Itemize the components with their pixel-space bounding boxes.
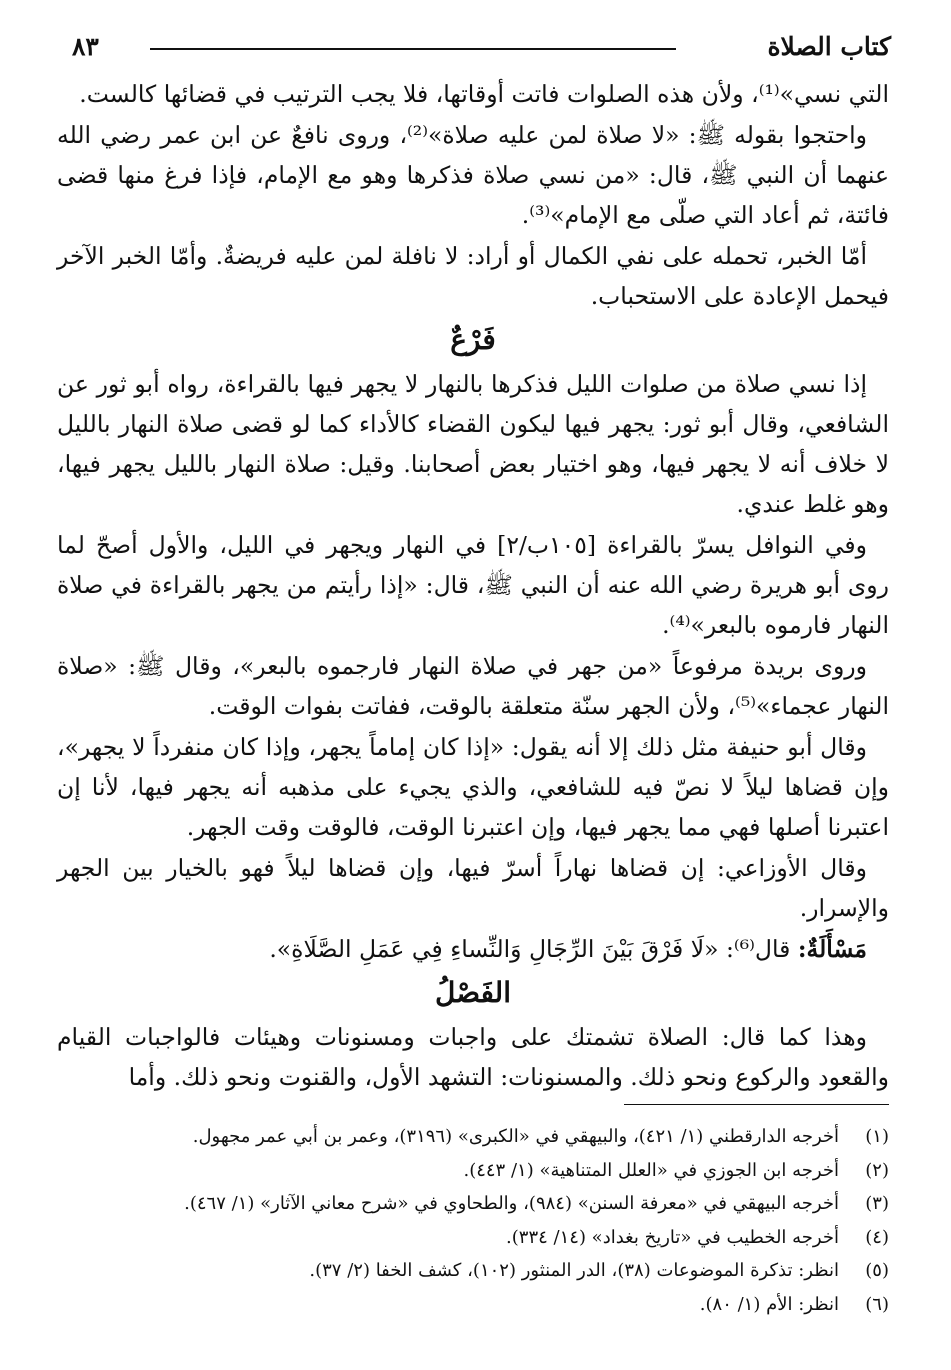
- paragraph: وقال الأوزاعي: إن قضاها نهاراً أسرّ فيها، وإن قضاها ليلاً فهو بالخيار بين الجهر والإسرار.: [57, 854, 889, 922]
- section-heading-fasl: الفَصْلُ: [435, 976, 511, 1009]
- paragraph: التي نسي»⁽¹⁾، ولأن هذه الصلوات فاتت أوقاتها، فلا يجب الترتيب في قضائها كالست.: [79, 80, 889, 108]
- footnote: [57, 1154, 889, 1188]
- header-rule: [150, 48, 676, 50]
- paragraph: إذا نسي صلاة من صلوات الليل فذكرها بالنهار لا يجهر فيها بالقراءة، رواه أبو ثور عن الشافعي، وقال أبو ثور: يجهر فيها ليكون القضاء كالأداء كما لو قضى صلاة النهار بالليل لا خلاف أنه لا يجهر فيها، وهو اختيار بعض أصحابنا. وقيل: صلاة النهار بالليل يجهر فيها، وهو غلط عندي.: [57, 370, 889, 518]
- section-heading-far: فَرْعٌ: [450, 323, 496, 356]
- footnote-number: (٦): [865, 1293, 889, 1315]
- footnote-number: (٣): [865, 1193, 889, 1214]
- footnote: [57, 1221, 889, 1255]
- footnote: [57, 1288, 889, 1322]
- footnote-text: انظر: الأم (١/ ٨٠).: [699, 1293, 839, 1315]
- paragraph: وروى بريدة مرفوعاً «من جهر في صلاة النهار فارجموه بالبعر»، وقال ﷺ: «صلاة النهار عجماء»⁽⁵⁾، ولأن الجهر سنّة متعلقة بالوقت، ففاتت بفوات الوقت.: [57, 652, 889, 720]
- footnote-number: (٥): [865, 1260, 889, 1281]
- footnote-text: أخرجه البيهقي في «معرفة السنن» (٩٨٤)، والطحاوي في «شرح معاني الآثار» (١/ ٤٦٧).: [184, 1193, 839, 1214]
- page-number: ٨٣: [72, 32, 99, 61]
- book-title: كتاب الصلاة: [767, 32, 891, 61]
- paragraph: وفي النوافل يسرّ بالقراءة [١٠٥ب/٢] في النهار ويجهر في الليل، والأول أصحّ لما روى أبو هريرة رضي الله عنه أن النبي ﷺ، قال: «إذا رأيتم من يجهر بالقراءة في صلاة النهار فارموه بالبعر»⁽⁴⁾.: [57, 531, 889, 639]
- paragraph: واحتجوا بقوله ﷺ: «لا صلاة لمن عليه صلاة»⁽²⁾، وروى نافعٌ عن ابن عمر رضي الله عنهما أن النبي ﷺ، قال: «من نسي صلاة فذكرها وهو مع الإمام، فإذا فرغ منها قضى فائتة، ثم أعاد التي صلّى مع الإمام»⁽³⁾.: [57, 121, 889, 229]
- footnotes: [57, 1120, 889, 1321]
- paragraph: أمّا الخبر، تحمله على نفي الكمال أو أراد: لا نافلة لمن عليه فريضةٌ. وأمّا الخبر الآخر فيحمل الإعادة على الاستحباب.: [57, 242, 889, 310]
- footnote-rule: [624, 1104, 889, 1105]
- footnote: [57, 1120, 889, 1154]
- footnote-number: (٢): [865, 1159, 889, 1181]
- footnote-text: أخرجه الدارقطني (١/ ٤٢١)، والبيهقي في «الكبرى» (٣١٩٦)، وعمر بن أبي عمر مجهول.: [192, 1126, 839, 1147]
- main-text: [57, 74, 889, 1098]
- footnote: [57, 1187, 889, 1221]
- paragraph: وهذا كما قال: الصلاة تشمتك على واجبات ومسنونات وهيئات فالواجبات القيام والقعود والركوع ونحو ذلك. والمسنونات: التشهد الأول، والقنوت ونحو ذلك. وأما: [57, 1023, 889, 1091]
- footnote-text: أخرجه ابن الجوزي في «العلل المتناهية» (١/ ٤٤٣).: [463, 1159, 839, 1181]
- footnote-number: (١): [865, 1126, 889, 1147]
- footnote: [57, 1254, 889, 1288]
- masala-text: قال⁽⁶⁾: «لَا فَرْقَ بَيْنَ الرِّجَالِ وَالنِّساءِ فِي عَمَلِ الصَّلَاةِ».: [269, 935, 798, 963]
- footnote-text: انظر: تذكرة الموضوعات (٣٨)، الدر المنثور (١٠٢)، كشف الخفا (٢/ ٣٧).: [309, 1260, 839, 1281]
- footnote-text: أخرجه الخطيب في «تاريخ بغداد» (١٤/ ٣٣٤).: [506, 1226, 839, 1248]
- masala-paragraph: [57, 929, 889, 969]
- running-header: [72, 28, 891, 64]
- footnote-number: (٤): [865, 1226, 889, 1248]
- paragraph: وقال أبو حنيفة مثل ذلك إلا أنه يقول: «إذا كان إماماً يجهر، وإذا كان منفرداً لا يجهر»، وإن قضاها ليلاً لا نصّ فيه للشافعي، والذي يجيء على مذهبه أنه يجهر فيها، لأنا إن اعتبرنا أصلها فهي مما يجهر فيها، وإن اعتبرنا الوقت، فالوقت وقت الجهر.: [57, 733, 889, 841]
- masala-label: مَسْأَلَةٌ:: [797, 935, 867, 963]
